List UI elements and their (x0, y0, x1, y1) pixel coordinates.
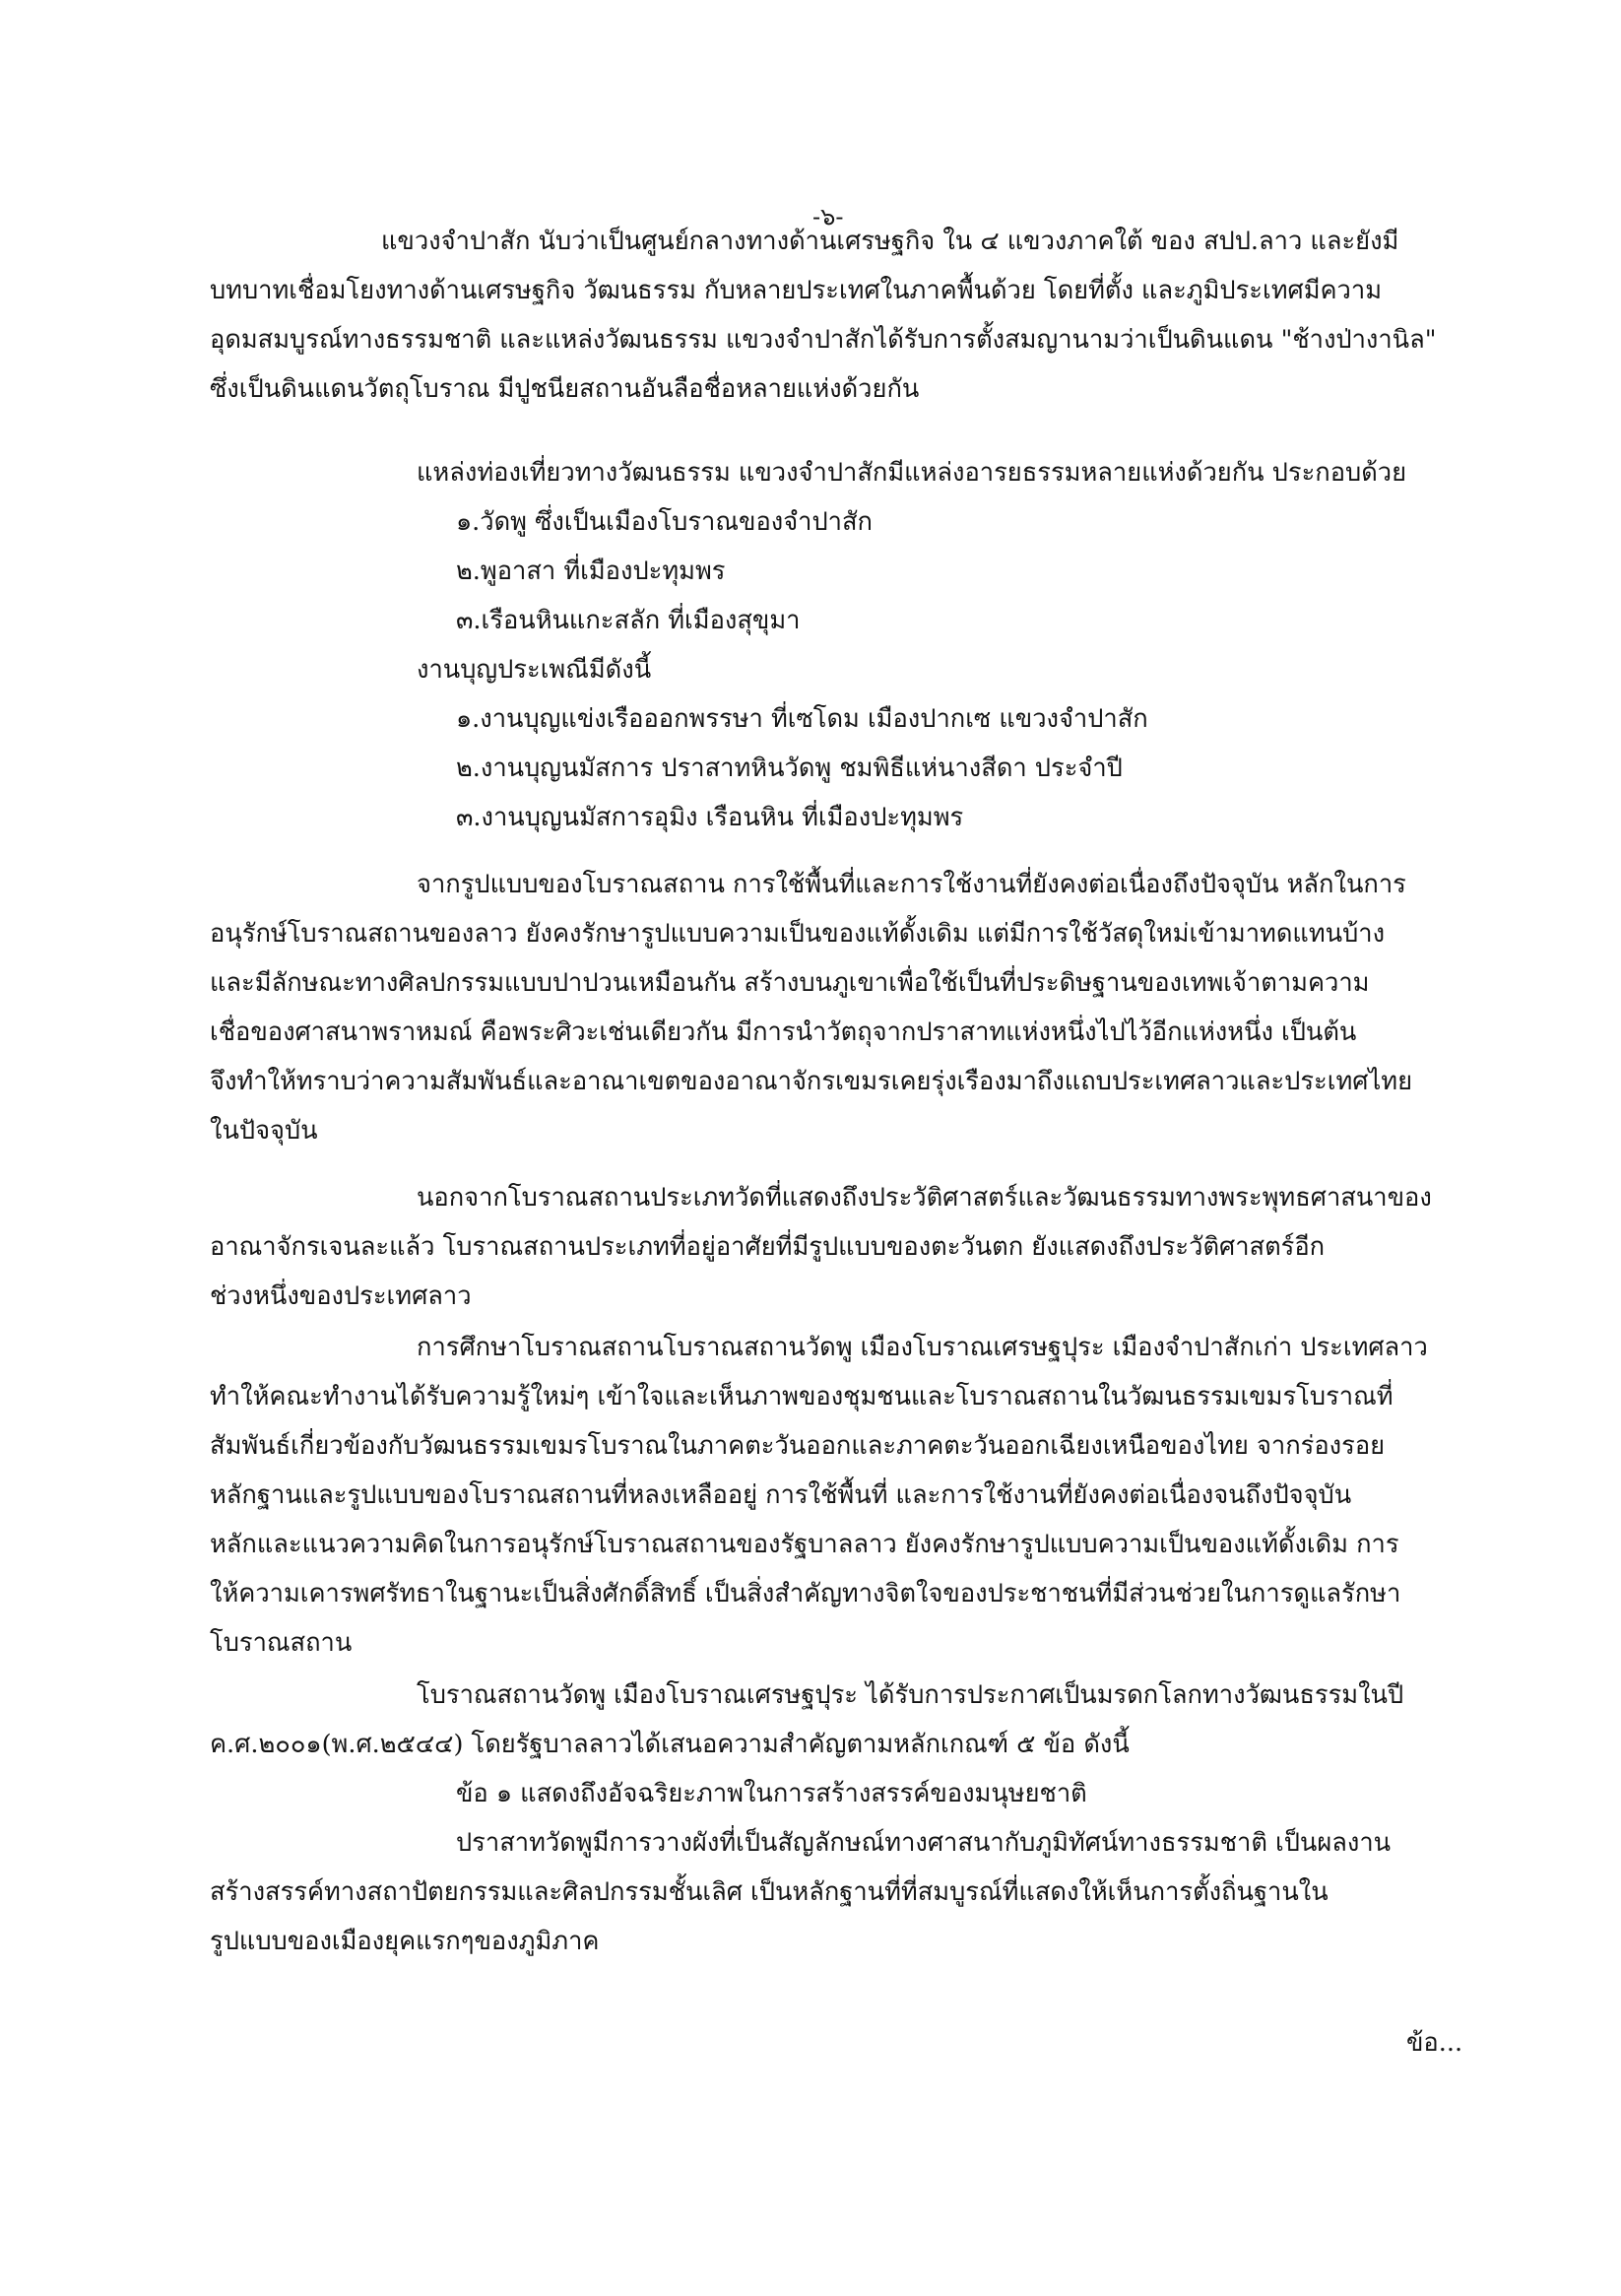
continuation-marker: ข้อ... (1406, 2028, 1463, 2058)
text-line: ในปัจจุบัน (210, 1116, 318, 1146)
list-item: ๓.งานบุญนมัสการอุมิง เรือนหิน ที่เมืองปะทุมพร (456, 803, 964, 832)
text-line: แขวงจำปาสัก นับว่าเป็นศูนย์กลางทางด้านเศรษฐกิจ ใน ๔ แขวงภาคใต้ ของ สปป.ลาว และยังมี (381, 227, 1399, 256)
text-line: สัมพันธ์เกี่ยวข้องกับวัฒนธรรมเขมรโบราณในภาคตะวันออกและภาคตะวันออกเฉียงเหนือของไทย จากร่องรอย (210, 1431, 1386, 1461)
text-line: ซึ่งเป็นดินแดนวัตถุโบราณ มีปูชนียสถานอันลือชื่อหลายแห่งด้วยกัน (210, 374, 920, 404)
text-line: ค.ศ.๒๐๐๑(พ.ศ.๒๕๔๔) โดยรัฐบาลลาวได้เสนอความสำคัญตามหลักเกณฑ์ ๕ ข้อ ดังนี้ (210, 1730, 1130, 1759)
page-number: -๖- (812, 203, 844, 230)
text-line: งานบุญประเพณีมีดังนี้ (417, 655, 652, 685)
text-line: อนุรักษ์โบราณสถานของลาว ยังคงรักษารูปแบบความเป็นของแท้ดั้งเดิม แต่มีการใช้วัสดุใหม่เข้ามาทดแทนบ้าง (210, 919, 1386, 949)
text-line: จากรูปแบบของโบราณสถาน การใช้พื้นที่และการใช้งานที่ยังคงต่อเนื่องถึงปัจจุบัน หลักในการ (417, 870, 1406, 899)
list-item: ๒.งานบุญนมัสการ ปราสาทหินวัดพู ชมพิธีแห่นางสีดา ประจำปี (456, 754, 1123, 783)
text-line: โบราณสถานวัดพู เมืองโบราณเศรษฐปุระ ได้รับการประกาศเป็นมรดกโลกทางวัฒนธรรมในปี (417, 1680, 1404, 1710)
text-line: รูปแบบของเมืองยุคแรกๆของภูมิภาค (210, 1927, 600, 1956)
text-line: อาณาจักรเจนละแล้ว โบราณสถานประเภทที่อยู่อาศัยที่มีรูปแบบของตะวันตก ยังแสดงถึงประวัติศาสตร์อีก (210, 1232, 1326, 1262)
text-line: อุดมสมบูรณ์ทางธรรมชาติ และแหล่งวัฒนธรรม แขวงจำปาสักได้รับการตั้งสมญานามว่าเป็นดินแดน "ช้างป่างานิล" (210, 325, 1437, 355)
text-line: ทำให้คณะทำงานได้รับความรู้ใหม่ๆ เข้าใจและเห็นภาพของชุมชนและโบราณสถานในวัฒนธรรมเขมรโบราณที่ (210, 1382, 1394, 1411)
list-item: ๑.งานบุญแข่งเรือออกพรรษา ที่เซโดม เมืองปากเซ แขวงจำปาสัก (456, 704, 1148, 734)
list-item: ๓.เรือนหินแกะสลัก ที่เมืองสุขุมา (456, 606, 801, 635)
criterion-heading: ข้อ ๑ แสดงถึงอัจฉริยะภาพในการสร้างสรรค์ของมนุษยชาติ (456, 1779, 1087, 1808)
text-line: การศึกษาโบราณสถานโบราณสถานวัดพู เมืองโบราณเศรษฐปุระ เมืองจำปาสักเก่า ประเทศลาว (417, 1333, 1428, 1362)
text-line: เชื่อของศาสนาพราหมณ์ คือพระศิวะเช่นเดียวกัน มีการนำวัตถุจากปราสาทแห่งหนึ่งไปไว้อีกแห่งหนึ่ง เป็นต้น (210, 1017, 1357, 1047)
text-line: จึงทำให้ทราบว่าความสัมพันธ์และอาณาเขตของอาณาจักรเขมรเคยรุ่งเรืองมาถึงแถบประเทศลาวและประเทศไทย (210, 1067, 1413, 1096)
text-line: โบราณสถาน (210, 1628, 353, 1658)
text-line: บทบาทเชื่อมโยงทางด้านเศรษฐกิจ วัฒนธรรม กับหลายประเทศในภาคพื้นด้วย โดยที่ตั้ง และภูมิประเทศมีความ (210, 276, 1383, 305)
list-item: ๑.วัดพู ซึ่งเป็นเมืองโบราณของจำปาสัก (456, 507, 873, 537)
text-line: หลักและแนวความคิดในการอนุรักษ์โบราณสถานของรัฐบาลลาว ยังคงรักษารูปแบบความเป็นของแท้ดั้งเดิม การ (210, 1530, 1399, 1559)
text-line: สร้างสรรค์ทางสถาปัตยกรรมและศิลปกรรมชั้นเลิศ เป็นหลักฐานที่ที่สมบูรณ์ที่แสดงให้เห็นการตั้งถิ่นฐานใน (210, 1877, 1329, 1907)
text-line: ปราสาทวัดพูมีการวางผังที่เป็นสัญลักษณ์ทางศาสนากับภูมิทัศน์ทางธรรมชาติ เป็นผลงาน (456, 1828, 1392, 1858)
text-line: ให้ความเคารพศรัทธาในฐานะเป็นสิ่งศักดิ์สิทธิ์ เป็นสิ่งสำคัญทางจิตใจของประชาชนที่มีส่วนช่วยในการดูแลรักษา (210, 1579, 1401, 1608)
text-line: นอกจากโบราณสถานประเภทวัดที่แสดงถึงประวัติศาสตร์และวัฒนธรรมทางพระพุทธศาสนาของ (417, 1183, 1432, 1213)
list-item: ๒.พูอาสา ที่เมืองปะทุมพร (456, 557, 726, 586)
text-line: ช่วงหนึ่งของประเทศลาว (210, 1281, 472, 1311)
text-line: และมีลักษณะทางศิลปกรรมแบบปาปวนเหมือนกัน สร้างบนภูเขาเพื่อใช้เป็นที่ประดิษฐานของเทพเจ้าตามความ (210, 968, 1370, 998)
text-line: แหล่งท่องเที่ยวทางวัฒนธรรม แขวงจำปาสักมีแหล่งอารยธรรมหลายแห่งด้วยกัน ประกอบด้วย (417, 458, 1407, 488)
text-line: หลักฐานและรูปแบบของโบราณสถานที่หลงเหลืออยู่ การใช้พื้นที่ และการใช้งานที่ยังคงต่อเนื่องจนถึงปัจจุบัน (210, 1480, 1352, 1510)
